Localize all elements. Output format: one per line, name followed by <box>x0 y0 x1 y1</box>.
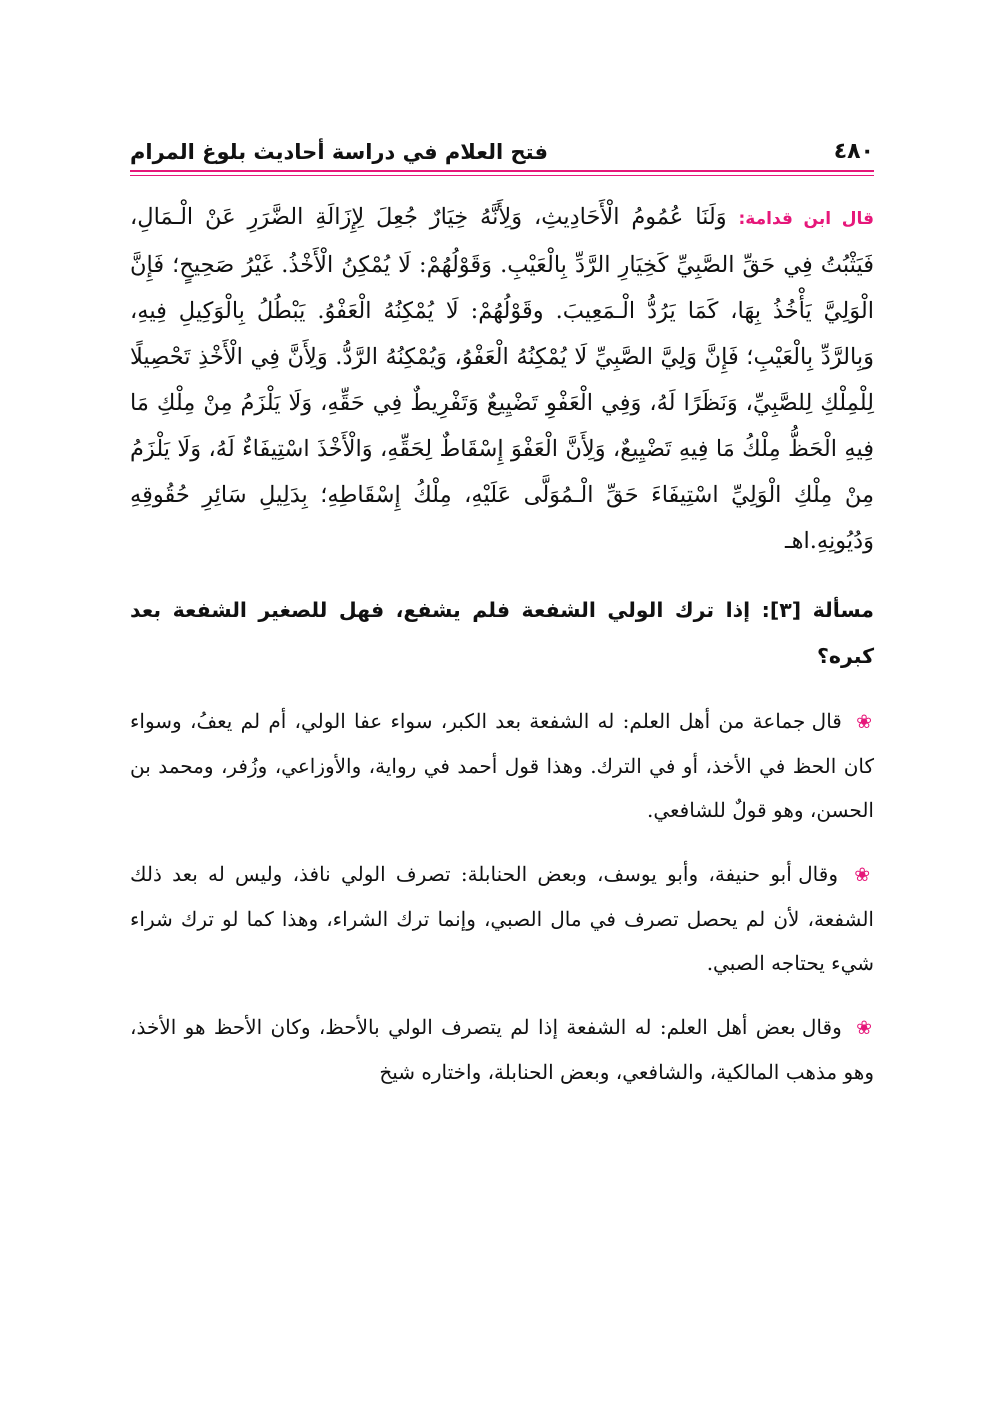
header-rule <box>130 170 874 172</box>
book-title: فتح العلام في دراسة أحاديث بلوغ المرام <box>130 140 548 164</box>
issue-heading <box>130 587 874 679</box>
page-number: ٤٨٠ <box>833 139 874 164</box>
opinion-text: وقال بعض أهل العلم: له الشفعة إذا لم يتصرف الولي بالأحظ، وكان الأحظ هو الأخذ، وهو مذهب المالكية، والشافعي، وبعض الحنابلة، واختاره شيخ <box>130 1015 874 1084</box>
issue-label: مسألة [٣]: <box>761 597 874 622</box>
book-page <box>130 120 874 1114</box>
opinion-paragraph <box>130 699 874 832</box>
opinion-paragraph <box>130 852 874 985</box>
header-rule-thin <box>130 175 874 176</box>
quote-text: وَلَنَا عُمُومُ الْأَحَادِيثِ، وَلِأَنَّهُ خِيَارٌ جُعِلَ لِإِزَالَةِ الضَّرَرِ عَنْ الْـمَالِ، فَيَثْبُتُ فِي حَقِّ الصَّبِيِّ كَخِيَارِ الرَّدِّ بِالْعَيْبِ. وَقَوْلُهُمْ: لَا يُمْكِنُ الْأَخْذُ. غَيْرُ صَحِيحٍ؛ فَإِنَّ الْوَلِيَّ يَأْخُذُ بِهَا، كَمَا يَرُدُّ الْـمَعِيبَ. وقَوْلُهُمْ: لَا يُمْكِنُهُ الْعَفْوُ. يَبْطُلُ بِالْوَكِيلِ فِيهِ، وَبِالرَّدِّ بِالْعَيْبِ؛ فَإِنَّ وَلِيَّ الصَّبِيِّ لَا يُمْكِنُهُ الْعَفْوُ، وَيُمْكِنُهُ الرَّدُّ. وَلِأَنَّ فِي الْأَخْذِ تَحْصِيلًا لِلْمِلْكِ لِلصَّبِيِّ، وَنَظَرًا لَهُ، وَفِي الْعَفْوِ تَضْيِيعٌ وَتَفْرِيطٌ فِي حَقِّهِ، وَلَا يَلْزَمُ مِنْ مِلْكِ مَا فِيهِ الْحَظُّ مِلْكُ مَا فِيهِ تَضْيِيعٌ، وَلِأَنَّ الْعَفْوَ إِسْقَاطٌ لِحَقِّهِ، وَالْأَخْذَ اسْتِيفَاءٌ لَهُ، وَلَا يَلْزَمُ مِنْ مِلْكِ الْوَلِيِّ اسْتِيفَاءَ حَقِّ الْـمُوَلَّى عَلَيْهِ، مِلْكُ إِسْقَاطِهِ؛ بِدَلِيلِ سَائِرِ حُقُوقِهِ وَدُيُونِهِ.اهـ <box>130 204 874 554</box>
quote-attribution: قال ابن قدامة: <box>738 209 874 229</box>
issue-title: إذا ترك الولي الشفعة فلم يشفع، فهل للصغير الشفعة بعد كبره؟ <box>130 597 874 668</box>
quoted-passage <box>130 194 874 564</box>
opinion-text: وقال أبو حنيفة، وأبو يوسف، وبعض الحنابلة: تصرف الولي نافذ، وليس له بعد ذلك الشفعة، لأن لم يحصل تصرف في مال الصبي، وإنما ترك الشراء، وهذا كما لو ترك شراء شيء يحتاجه الصبي. <box>130 862 874 975</box>
opinion-text: قال جماعة من أهل العلم: له الشفعة بعد الكبر، سواء عفا الولي، أم لم يعفُ، وسواء كان الحظ في الأخذ، أو في الترك. وهذا قول أحمد في رواية، والأوزاعي، وزُفر، ومحمد بن الحسن، وهو قولٌ للشافعي. <box>130 709 874 822</box>
flower-ornament-icon: ❀ <box>856 711 874 733</box>
flower-ornament-icon: ❀ <box>854 864 875 886</box>
opinion-paragraph <box>130 1005 874 1094</box>
flower-ornament-icon: ❀ <box>856 1017 875 1039</box>
running-header <box>130 120 874 164</box>
